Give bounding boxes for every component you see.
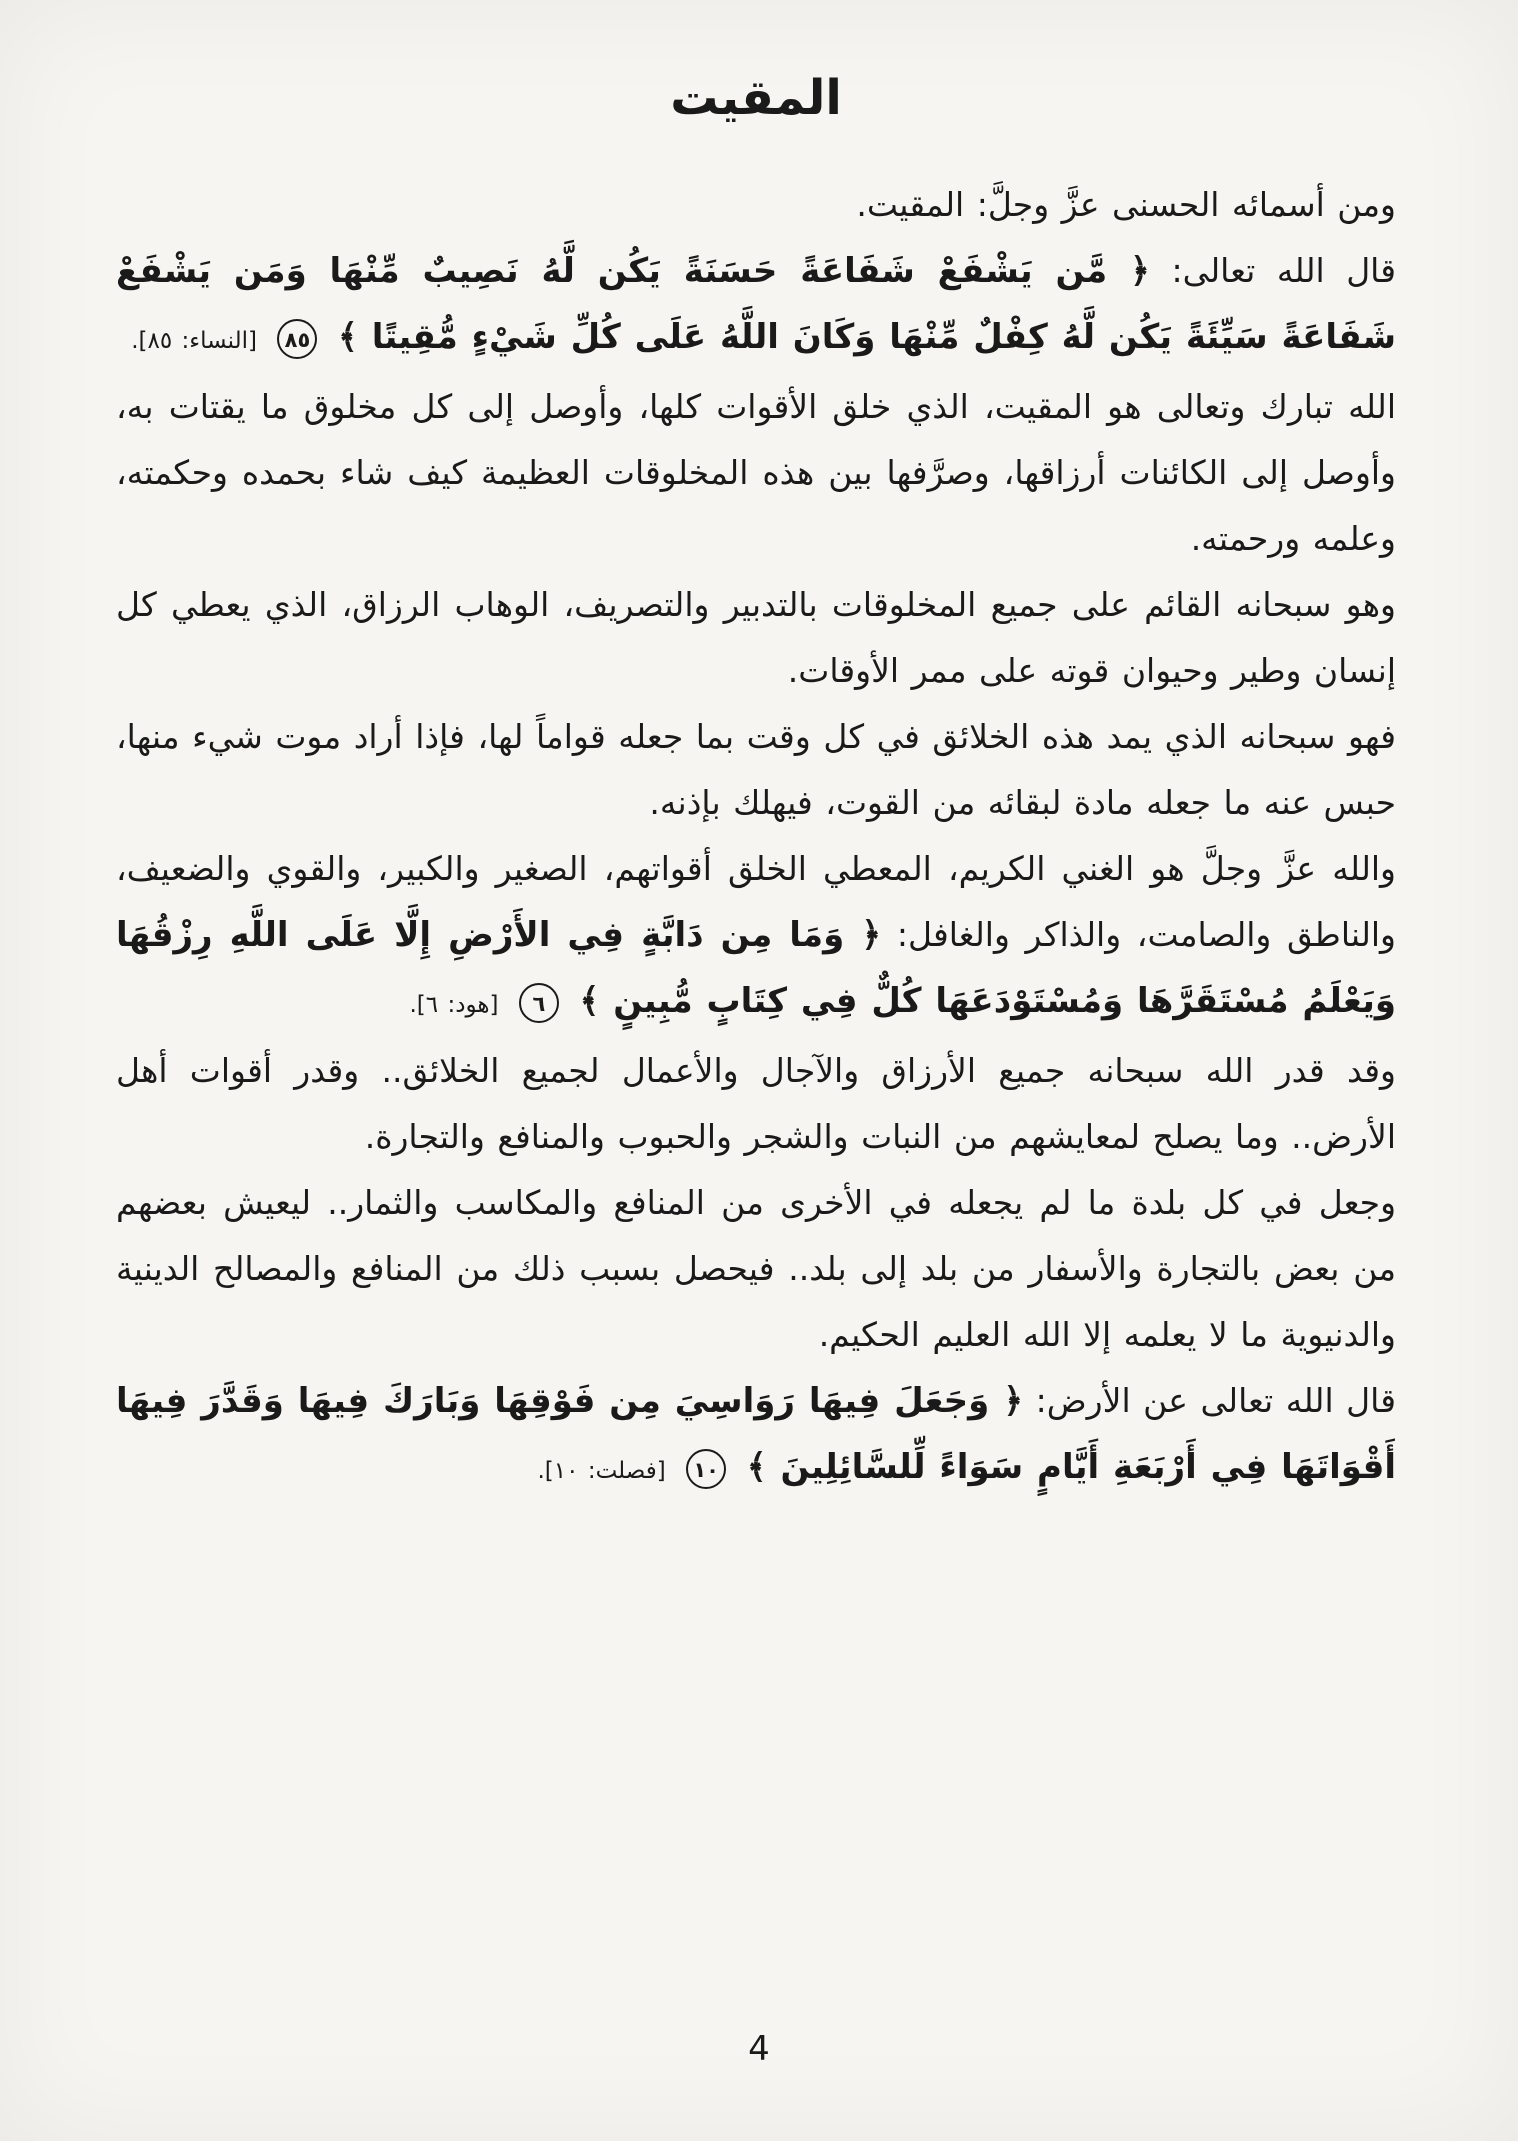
- page-body: [116, 172, 1396, 1504]
- body-text-segment: قال الله تعالى:: [1149, 251, 1397, 290]
- verse-reference: [هود: ٦].: [409, 992, 499, 1018]
- ayah-number-badge: ١٠: [686, 1449, 726, 1489]
- paragraph: [116, 1368, 1396, 1504]
- quran-verse: ﴿ مَّن يَشْفَعْ شَفَاعَةً حَسَنَةً يَكُن لَّهُ نَصِيبٌ مِّنْهَا وَمَن يَشْفَعْ شَفَاعَةً سَيِّئَةً يَكُن لَّهُ كِفْلٌ مِّنْهَا وَكَانَ اللَّهُ عَلَى كُلِّ شَيْءٍ مُّقِيتًا ﴾: [116, 251, 1396, 357]
- paragraph: [116, 238, 1396, 374]
- body-text-segment: والله عزَّ وجلَّ هو الغني الكريم، المعطي الخلق أقواتهم، الصغير والكبير، والقوي والضعيف، والناطق والصامت، والذاكر والغافل:: [116, 849, 1396, 954]
- page-number: 4: [748, 2029, 770, 2069]
- verse-reference: [النساء: ٨٥].: [131, 328, 257, 354]
- body-text-segment: وجعل في كل بلدة ما لم يجعله في الأخرى من المنافع والمكاسب والثمار.. ليعيش بعضهم من بعض بالتجارة والأسفار من بلد إلى بلد.. فيحصل بسبب ذلك من المنافع والمصالح الدينية والدنيوية ما لا يعلمه إلا الله العليم الحكيم.: [116, 1183, 1396, 1354]
- ayah-number-badge: ٦: [519, 983, 559, 1023]
- body-text-segment: ومن أسمائه الحسنى عزَّ وجلَّ: المقيت.: [856, 185, 1396, 224]
- paragraph: [116, 572, 1396, 704]
- paragraph: [116, 374, 1396, 572]
- paragraph: [116, 704, 1396, 836]
- body-text-segment: وقد قدر الله سبحانه جميع الأرزاق والآجال والأعمال لجميع الخلائق.. وقدر أقوات أهل الأرض.. وما يصلح لمعايشهم من النبات والشجر والحبوب والمنافع والتجارة.: [116, 1051, 1396, 1156]
- body-text-segment: الله تبارك وتعالى هو المقيت، الذي خلق الأقوات كلها، وأوصل إلى كل مخلوق ما يقتات به، وأوصل إلى الكائنات أرزاقها، وصرَّفها بين هذه المخلوقات العظيمة كيف شاء بحمده وحكمته، وعلمه ورحمته.: [116, 387, 1396, 558]
- page-title: المقيت: [670, 70, 842, 126]
- body-text-segment: قال الله تعالى عن الأرض:: [1023, 1381, 1396, 1420]
- quran-verse: ﴿ وَمَا مِن دَابَّةٍ فِي الأَرْضِ إِلَّا عَلَى اللَّهِ رِزْقُهَا وَيَعْلَمُ مُسْتَقَرَّهَا وَمُسْتَوْدَعَهَا كُلٌّ فِي كِتَابٍ مُّبِينٍ ﴾: [116, 915, 1396, 1021]
- paragraph: [116, 836, 1396, 1038]
- body-text-segment: وهو سبحانه القائم على جميع المخلوقات بالتدبير والتصريف، الوهاب الرزاق، الذي يعطي كل إنسان وطير وحيوان قوته على ممر الأوقات.: [116, 585, 1396, 690]
- quran-verse: ﴿ وَجَعَلَ فِيهَا رَوَاسِيَ مِن فَوْقِهَا وَبَارَكَ فِيهَا وَقَدَّرَ فِيهَا أَقْوَاتَهَا فِي أَرْبَعَةِ أَيَّامٍ سَوَاءً لِّلسَّائِلِينَ ﴾: [116, 1381, 1396, 1487]
- ayah-number-badge: ٨٥: [277, 319, 317, 359]
- paragraph: [116, 1038, 1396, 1170]
- body-text-segment: فهو سبحانه الذي يمد هذه الخلائق في كل وقت بما جعله قواماً لها، فإذا أراد موت شيء منها، حبس عنه ما جعله مادة لبقائه من القوت، فيهلك بإذنه.: [116, 717, 1396, 822]
- verse-reference: [فصلت: ١٠].: [537, 1458, 666, 1484]
- paragraph: [116, 1170, 1396, 1368]
- paragraph: [116, 172, 1396, 238]
